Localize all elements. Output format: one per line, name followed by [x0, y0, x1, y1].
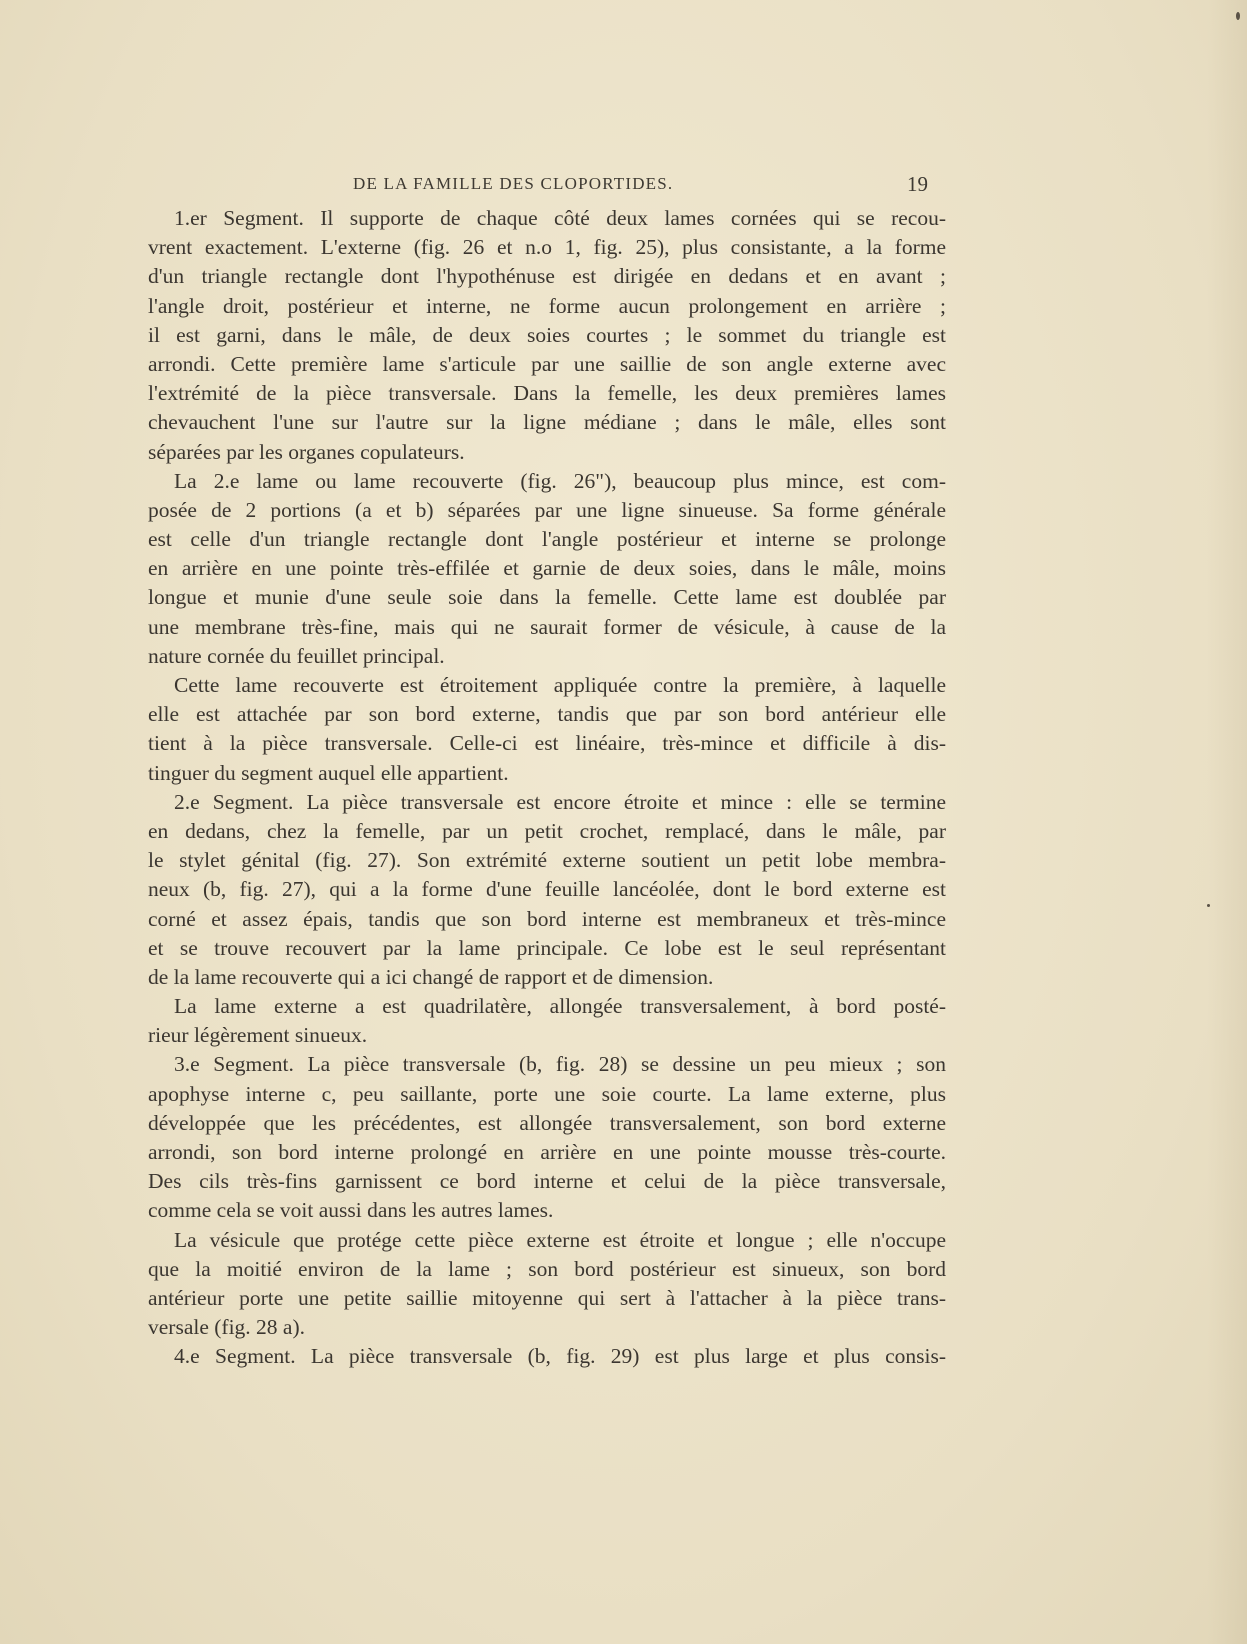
text-line: arrondi, son bord interne prolongé en arrière en une pointe mousse très-courte. [148, 1140, 946, 1164]
text-line: 4.e Segment. La pièce transversale (b, fig. 29) est plus large et plus consis- [174, 1344, 946, 1369]
text-line: le stylet génital (fig. 27). Son extrémité externe soutient un petit lobe membra- [148, 848, 946, 873]
text-line: une membrane très-fine, mais qui ne saurait former de vésicule, à cause de la [148, 614, 946, 639]
text-line: est celle d'un triangle rectangle dont l'angle postérieur et interne se prolonge [148, 527, 946, 552]
text-line: antérieur porte une petite saillie mitoyenne qui sert à l'attacher à la pièce trans- [148, 1285, 946, 1310]
text-line: 3.e Segment. La pièce transversale (b, fig. 28) se dessine un peu mieux ; son [174, 1052, 946, 1077]
text-line: La 2.e lame ou lame recouverte (fig. 26"), beaucoup plus mince, est com- [174, 468, 946, 493]
text-line: que la moitié environ de la lame ; son bord postérieur est sinueux, son bord [148, 1256, 946, 1281]
text-line: posée de 2 portions (a et b) séparées par une ligne sinueuse. Sa forme générale [148, 497, 946, 522]
text-line: longue et munie d'une seule soie dans la femelle. Cette lame est doublée par [148, 585, 946, 610]
text-line: d'un triangle rectangle dont l'hypothénuse est dirigée en dedans et en avant ; [148, 264, 946, 289]
running-head: DE LA FAMILLE DES CLOPORTIDES. [353, 174, 674, 193]
text-line: 1.er Segment. Il supporte de chaque côté deux lames cornées qui se recou- [174, 206, 946, 230]
text-line: La lame externe a est quadrilatère, allongée transversalement, à bord posté- [174, 994, 946, 1019]
text-line: tinguer du segment auquel elle appartient. [148, 760, 509, 785]
text-line: développée que les précédentes, est allongée transversalement, son bord externe [148, 1110, 946, 1135]
text-line: en arrière en une pointe très-effilée et garnie de deux soies, dans le mâle, moins [148, 556, 946, 581]
text-line: séparées par les organes copulateurs. [148, 439, 465, 464]
ink-speck [1236, 12, 1240, 20]
text-line: arrondi. Cette première lame s'articule par une saillie de son angle externe avec [148, 351, 946, 376]
text-line: rieur légèrement sinueux. [148, 1023, 368, 1048]
text-line: Des cils très-fins garnissent ce bord interne et celui de la pièce transversale, [148, 1169, 946, 1194]
text-line: corné et assez épais, tandis que son bord interne est membraneux et très-mince [148, 906, 946, 931]
text-line: tient à la pièce transversale. Celle-ci est linéaire, très-mince et difficile à dis- [148, 731, 946, 756]
text-line: Cette lame recouverte est étroitement appliquée contre la première, à laquelle [174, 673, 946, 697]
text-line: 2.e Segment. La pièce transversale est encore étroite et mince : elle se termine [174, 789, 946, 814]
ink-speck [1207, 904, 1210, 907]
text-line: comme cela se voit aussi dans les autres lames. [148, 1198, 554, 1223]
text-line: La vésicule que protége cette pièce externe est étroite et longue ; elle n'occupe [174, 1227, 946, 1252]
page-edge-shadow [1207, 0, 1247, 1644]
body-text [148, 204, 946, 1372]
text-line: elle est attachée par son bord externe, tandis que par son bord antérieur elle [148, 702, 946, 727]
text-line: neux (b, fig. 27), qui a la forme d'une feuille lancéolée, dont le bord externe est [148, 877, 946, 902]
text-line: l'extrémité de la pièce transversale. Dans la femelle, les deux premières lames [148, 381, 946, 406]
page-number: 19 [907, 172, 928, 196]
page-header [148, 174, 928, 200]
text-line: il est garni, dans le mâle, de deux soies courtes ; le sommet du triangle est [148, 322, 946, 347]
text-line: apophyse interne c, peu saillante, porte une soie courte. La lame externe, plus [148, 1081, 946, 1106]
text-line: en dedans, chez la femelle, par un petit crochet, remplacé, dans le mâle, par [148, 818, 946, 843]
text-line: et se trouve recouvert par la lame principale. Ce lobe est le seul représentant [148, 935, 946, 960]
text-line: de la lame recouverte qui a ici changé de rapport et de dimension. [148, 964, 714, 989]
text-line: vrent exactement. L'externe (fig. 26 et n.o 1, fig. 25), plus consistante, a la forme [148, 235, 946, 260]
text-line: nature cornée du feuillet principal. [148, 643, 445, 668]
text-line: versale (fig. 28 a). [148, 1315, 305, 1340]
text-line: l'angle droit, postérieur et interne, ne forme aucun prolongement en arrière ; [148, 293, 946, 318]
text-line: chevauchent l'une sur l'autre sur la ligne médiane ; dans le mâle, elles sont [148, 410, 946, 435]
